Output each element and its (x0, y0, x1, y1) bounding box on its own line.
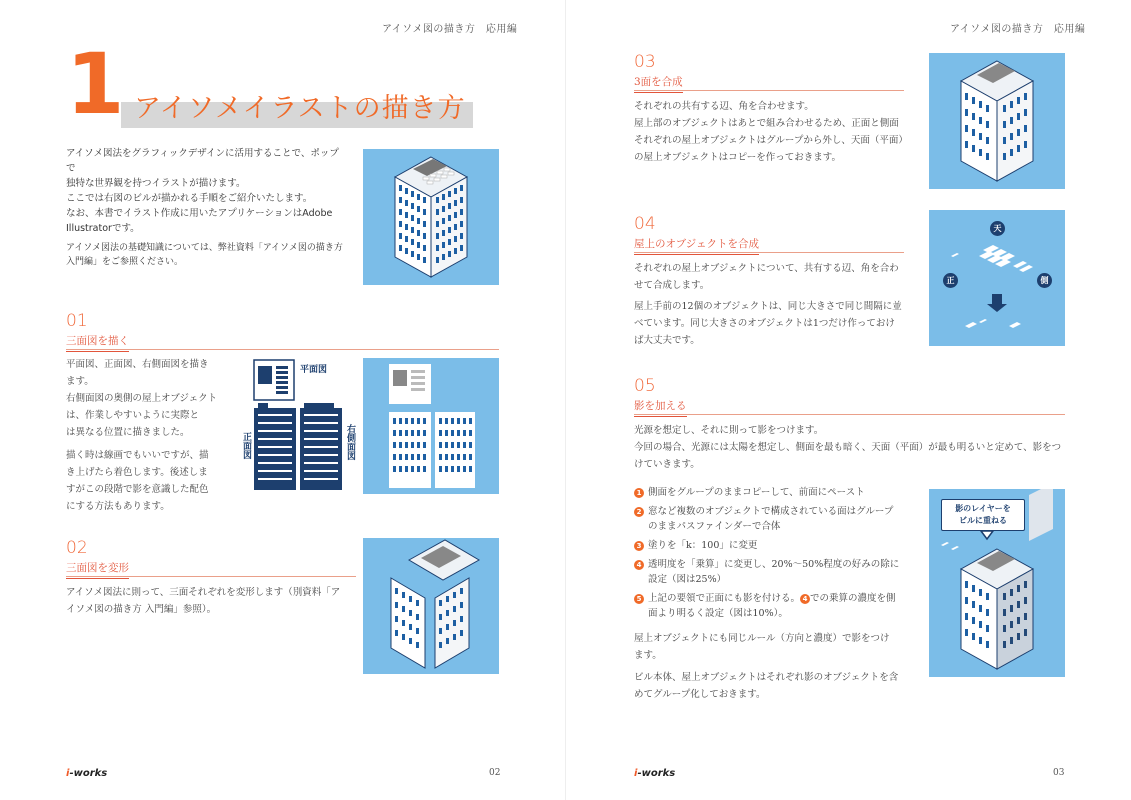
brand-logo-right (634, 768, 675, 779)
rooftop-objects-illustration (929, 210, 1065, 346)
section-03-title: 3面を合成 (634, 74, 683, 93)
transformed-views-illustration (363, 538, 499, 674)
intro-line: アイソメ図法をグラフィックデザインに活用することで、ポップで (66, 148, 339, 174)
running-title-left: アイソメ図の描き方 応用編 (382, 24, 518, 35)
text-line: 屋上手前の12個のオブジェクトは、同じ大きさで同じ間隔に並 (634, 301, 902, 312)
chapter-title: アイソメイラストの描き方 (134, 93, 466, 124)
page-number-left: 02 (489, 768, 501, 778)
left-page (0, 0, 565, 800)
section-04-number: 04 (634, 214, 656, 234)
step-item (634, 557, 914, 587)
plan-view-label: 平面図 (300, 365, 328, 375)
text-line: 今回の場合、光源には太陽を想定し、側面を最も暗く、天面（平面）が最も明るいと定めて、影をつ (634, 442, 1062, 453)
text-line: 屋上部のオブジェクトはあとで組み合わせるため、正面と側面 (634, 118, 899, 129)
step-text: 面より明るく設定（図は10%）。 (648, 608, 788, 619)
section-02-text (66, 584, 356, 618)
bubble-line: 影のレイヤーを (955, 504, 1011, 513)
section-04-title: 屋上のオブジェクトを合成 (634, 236, 759, 255)
text-line: ます。 (66, 376, 94, 387)
step-text: 透明度を「乗算」に変更し、20%～50%程度の好みの除に (648, 559, 900, 570)
note-line: アイソメ図法の基礎知識については、弊社資料「アイソメ図の描き方 (66, 243, 343, 253)
step-text: 側面をグループのままコピーして、前面にペースト (648, 487, 865, 498)
step-item (634, 485, 914, 500)
section-05-number: 05 (634, 376, 656, 396)
section-05-text (634, 422, 1074, 473)
text-line: アイソメ図法に則って、三面それぞれを変形します（別資料「ア (66, 587, 341, 598)
step-number-badge: 1 (634, 488, 644, 498)
section-02-rule (66, 576, 356, 577)
text-line: けていきます。 (634, 459, 700, 470)
section-04-rule (634, 252, 904, 253)
text-line: せて合成します。 (634, 280, 710, 291)
text-line: それぞれの屋上オブジェクトについて、共有する辺、角を合わ (634, 263, 899, 274)
step-text (648, 591, 914, 606)
front-face-label: 正 (943, 273, 958, 288)
step-text: 窓など複数のオブジェクトで構成されている面はグループ (648, 506, 894, 517)
intro-note (66, 241, 356, 269)
hero-building-illustration (363, 149, 499, 285)
section-03-text (634, 98, 914, 166)
text-line: にする方法もあります。 (66, 501, 170, 512)
logo-mark: i (634, 768, 638, 779)
text-line: は異なる位置に描きました。 (66, 427, 190, 438)
bubble-line: ビルに重ねる (959, 516, 1007, 525)
step-number-badge: 4 (634, 560, 644, 570)
brand-logo-left (66, 768, 107, 779)
step-number-badge: 2 (634, 507, 644, 517)
intro-line: ここでは右図のビルが描かれる手順をご紹介いたします。 (66, 193, 313, 204)
section-05-rule (634, 414, 1065, 415)
section-02-title: 三面図を変形 (66, 560, 129, 579)
section-01-number: 01 (66, 311, 88, 331)
logo-text: -works (69, 768, 108, 779)
text-line: ば大丈夫です。 (634, 335, 700, 346)
step-text-part: での乗算の濃度を側 (810, 593, 896, 604)
top-face-label: 天 (990, 221, 1005, 236)
section-01-title: 三面図を描く (66, 333, 129, 352)
intro-text (66, 146, 346, 236)
step-reference-badge: 4 (800, 594, 810, 604)
logo-mark: i (66, 768, 70, 779)
step-text: 塗りを「k：100」に変更 (648, 540, 758, 551)
text-line: べています。同じ大きさのオブジェクトは1つだけ作っておけ (634, 318, 895, 329)
intro-line: なお、本書でイラスト作成に用いたアプリケーションはAdobe (66, 208, 333, 219)
speech-bubble (941, 499, 1025, 531)
section-01-text-2 (66, 447, 226, 515)
intro-line: Illustratorです。 (66, 223, 140, 234)
text-line: 右側面図の奥側の屋上オブジェクト (66, 393, 218, 404)
note-line: 入門編」をご参照ください。 (66, 257, 184, 267)
text-line: イソメ図の描き方 入門編」参照）。 (66, 604, 217, 615)
text-line: それぞれの共有する辺、角を合わせます。 (634, 101, 814, 112)
text-line: は、作業しやすいように実際と (66, 410, 200, 421)
text-line: の屋上オブジェクトはコピーを作っておきます。 (634, 152, 842, 163)
intro-line: 独特な世界観を持つイラストが描けます。 (66, 178, 246, 189)
running-title-right: アイソメ図の描き方 応用編 (950, 24, 1086, 35)
text-line: 屋上オブジェクトにも同じルール（方向と濃度）で影をつけ (634, 633, 890, 644)
text-line: ます。 (634, 650, 662, 661)
page-number-right: 03 (1053, 768, 1065, 778)
three-view-color-illustration (363, 358, 499, 494)
text-line: 光源を想定し、それに則って影をつけます。 (634, 425, 824, 436)
text-line: 描く時は線画でもいいですが、描 (66, 450, 209, 461)
section-04-text-2 (634, 298, 914, 349)
step-text: 設定（図は25%） (648, 574, 727, 585)
section-04-text (634, 260, 914, 294)
section-05-after-1 (634, 630, 914, 664)
text-line: 平面図、正面図、右側面図を描き (66, 359, 209, 370)
text-line: すがこの段階で影を意識した配色 (66, 484, 209, 495)
section-03-rule (634, 90, 904, 91)
front-view-label: 正面図 (241, 432, 251, 459)
step-number-badge: 3 (634, 541, 644, 551)
logo-text: -works (637, 768, 676, 779)
text-line: き上げたら着色します。後述しま (66, 467, 208, 478)
section-05-after-2 (634, 669, 914, 703)
step-text: のままパスファインダーで合体 (648, 521, 781, 532)
step-item (634, 504, 914, 534)
right-page (566, 0, 1131, 800)
shadow-building-illustration (929, 489, 1065, 677)
section-02-number: 02 (66, 538, 88, 558)
section-01-rule (66, 349, 499, 350)
step-item (634, 538, 914, 553)
shadow-steps-list (634, 485, 914, 625)
side-view-label: 右側面図 (345, 424, 355, 460)
section-01-text (66, 356, 226, 441)
three-view-drawing (240, 358, 358, 496)
text-line: めてグループ化しておきます。 (634, 689, 766, 700)
chapter-number: 1 (66, 35, 125, 133)
section-03-number: 03 (634, 52, 656, 72)
text-line: ビル本体、屋上オブジェクトはそれぞれ影のオブジェクトを含 (634, 672, 899, 683)
section-05-title: 影を加える (634, 398, 687, 417)
text-line: それぞれの屋上オブジェクトはグループから外し、天面（平面） (634, 135, 908, 146)
step-item (634, 591, 914, 621)
step-text-part: 上記の要領で正面にも影を付ける。 (648, 593, 801, 604)
side-face-label: 側 (1037, 273, 1052, 288)
composed-building-illustration (929, 53, 1065, 189)
step-number-badge: 5 (634, 594, 644, 604)
